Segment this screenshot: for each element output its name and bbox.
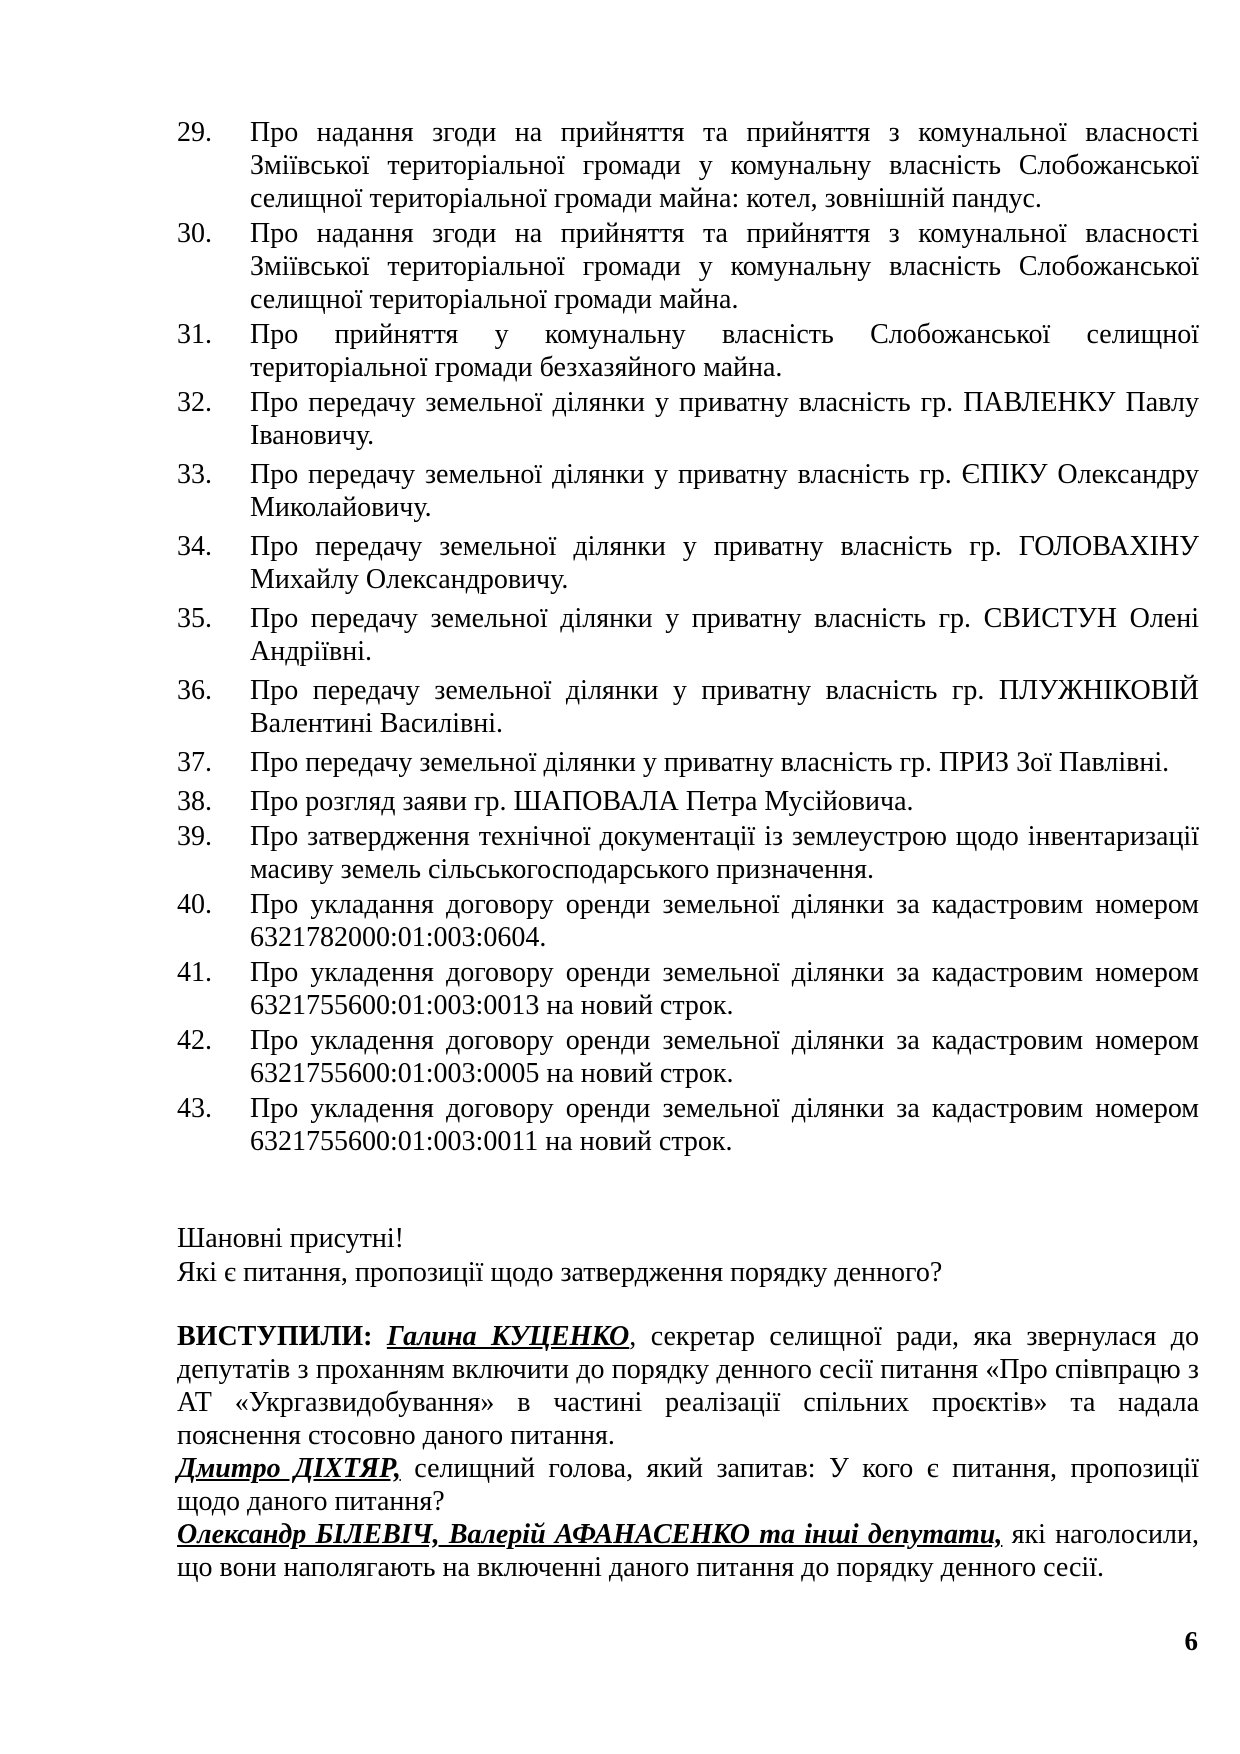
closing-question xyxy=(177,1222,1199,1290)
agenda-item-number: 34. xyxy=(177,531,212,562)
speaker-paragraph xyxy=(177,1320,1199,1452)
agenda-item xyxy=(177,318,1199,384)
agenda-item-text: Про укладення договору оренди земельної ділянки за кадастровим номером 6321755600:01:003:0005 на новий строк. xyxy=(250,1025,1199,1089)
agenda-item-number: 41. xyxy=(177,957,212,988)
speaker-text: селищний голова, який запитав: У кого є питання, пропозиції щодо даного питання? xyxy=(177,1453,1199,1517)
agenda-item xyxy=(177,785,1199,818)
agenda-item-text: Про передачу земельної ділянки у приватну власність гр. ПЛУЖНІКОВІЙ Валентині Василівні. xyxy=(250,675,1199,739)
agenda-item xyxy=(177,820,1199,886)
agenda-list xyxy=(177,116,1199,1160)
speaker-name: Галина КУЦЕНКО xyxy=(386,1321,630,1352)
agenda-item xyxy=(177,217,1199,316)
agenda-item xyxy=(177,956,1199,1022)
greeting-line: Шановні присутні! xyxy=(177,1223,404,1254)
question-line: Які є питання, пропозиції щодо затвердження порядку денного? xyxy=(177,1257,943,1288)
agenda-item-number: 31. xyxy=(177,319,212,350)
speakers-section xyxy=(177,1320,1199,1584)
agenda-item xyxy=(177,674,1199,740)
agenda-item-number: 33. xyxy=(177,459,212,490)
section-label: ВИСТУПИЛИ xyxy=(177,1321,364,1352)
speaker-paragraph xyxy=(177,1518,1199,1584)
label-colon: : xyxy=(363,1321,387,1352)
agenda-item-text: Про затвердження технічної документації із землеустрою щодо інвентаризації масиву земель сільськогосподарського призначення. xyxy=(250,821,1199,885)
agenda-item xyxy=(177,116,1199,215)
agenda-item-number: 43. xyxy=(177,1093,212,1124)
agenda-item-number: 40. xyxy=(177,889,212,920)
agenda-item-number: 37. xyxy=(177,747,212,778)
agenda-item-number: 29. xyxy=(177,117,212,148)
agenda-item xyxy=(177,458,1199,524)
agenda-item-text: Про передачу земельної ділянки у приватну власність гр. СВИСТУН Олені Андріївні. xyxy=(250,603,1199,667)
agenda-item-number: 32. xyxy=(177,387,212,418)
agenda-item-number: 35. xyxy=(177,603,212,634)
page-number: 6 xyxy=(1184,1626,1198,1656)
agenda-item-text: Про надання згоди на прийняття та прийняття з комунальної власності Зміївської територіальної громади у комунальну власність Слобожанської селищної територіальної громади майна: котел, зовнішній пандус. xyxy=(250,117,1199,214)
agenda-item xyxy=(177,746,1199,779)
agenda-item-text: Про передачу земельної ділянки у приватну власність гр. ПРИЗ Зої Павлівні. xyxy=(250,747,1170,778)
speaker-paragraph xyxy=(177,1452,1199,1518)
agenda-item-text: Про укладення договору оренди земельної ділянки за кадастровим номером 6321755600:01:003:0013 на новий строк. xyxy=(250,957,1199,1021)
agenda-item-text: Про прийняття у комунальну власність Слобожанської селищної територіальної громади безхазяйного майна. xyxy=(250,319,1199,383)
agenda-item xyxy=(177,530,1199,596)
agenda-item xyxy=(177,1024,1199,1090)
agenda-item-number: 38. xyxy=(177,786,212,817)
agenda-item-text: Про передачу земельної ділянки у приватну власність гр. ЄПІКУ Олександру Миколайовичу. xyxy=(250,459,1199,523)
agenda-item-number: 30. xyxy=(177,218,212,249)
agenda-item-text: Про надання згоди на прийняття та прийняття з комунальної власності Зміївської територіальної громади у комунальну власність Слобожанської селищної територіальної громади майна. xyxy=(250,218,1199,315)
agenda-item-text: Про укладення договору оренди земельної ділянки за кадастровим номером 6321755600:01:003:0011 на новий строк. xyxy=(250,1093,1199,1157)
agenda-item-text: Про укладання договору оренди земельної ділянки за кадастровим номером 6321782000:01:003:0604. xyxy=(250,889,1199,953)
agenda-item-number: 36. xyxy=(177,675,212,706)
speaker-name: Дмитро ДІХТЯР, xyxy=(177,1453,401,1484)
agenda-item xyxy=(177,1092,1199,1158)
speaker-text: , секретар селищної ради, яка звернулася до депутатів з проханням включити до порядку денного сесії питання «Про співпрацю з АТ «Укргазвидобування» в частині реалізації спільних проєктів» та надала пояснення стосовно даного питання. xyxy=(177,1321,1200,1451)
agenda-item xyxy=(177,888,1199,954)
agenda-item-text: Про розгляд заяви гр. ШАПОВАЛА Петра Мусійовича. xyxy=(250,786,914,817)
agenda-item-number: 42. xyxy=(177,1025,212,1056)
agenda-item-number: 39. xyxy=(177,821,212,852)
agenda-item-text: Про передачу земельної ділянки у приватну власність гр. ГОЛОВАХІНУ Михайлу Олександровичу. xyxy=(250,531,1199,595)
agenda-item xyxy=(177,602,1199,668)
speaker-name: Олександр БІЛЕВІЧ, Валерій АФАНАСЕНКО та інші депутати, xyxy=(177,1519,1003,1550)
speaker-text: які наголосили, що вони наполягають на включенні даного питання до порядку денного сесії. xyxy=(177,1519,1199,1583)
agenda-item xyxy=(177,386,1199,452)
agenda-item-text: Про передачу земельної ділянки у приватну власність гр. ПАВЛЕНКУ Павлу Івановичу. xyxy=(250,387,1199,451)
